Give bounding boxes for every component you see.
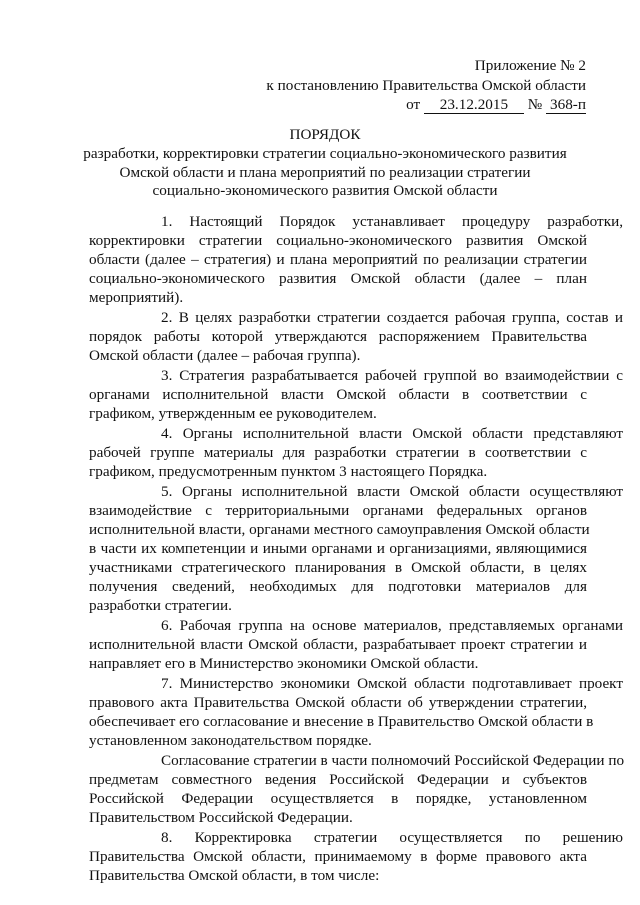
number-prefix: № (527, 96, 543, 113)
paragraph-line: области (далее – стратегия) и плана мероприятий по реализации стратегии (89, 251, 587, 268)
paragraph-line: Правительства Омской области, в том числе: (89, 867, 380, 884)
paragraph-line: направляет его в Министерство экономики Омской области. (89, 655, 479, 672)
paragraph (89, 482, 623, 615)
paragraph (89, 424, 623, 481)
document-body (89, 212, 625, 886)
paragraph-line: 4. Органы исполнительной власти Омской области представляют (161, 425, 623, 442)
paragraph (89, 308, 623, 365)
paragraph-line: Российской Федерации осуществляется в порядке, установленном (89, 790, 587, 807)
paragraph-line: Правительством Российской Федерации. (89, 809, 353, 826)
paragraph-line: порядок работы которой утверждаются распоряжением Правительства (89, 328, 587, 345)
paragraph (89, 366, 623, 423)
paragraph-line: корректировки стратегии социально-экономического развития Омской (89, 232, 587, 249)
appendix-title: Приложение № 2 (474, 57, 586, 74)
paragraph-line: 7. Министерство экономики Омской области подготавливает проект (161, 675, 623, 692)
paragraph-line: 5. Органы исполнительной власти Омской области осуществляют (161, 483, 623, 500)
paragraph-line: правового акта Правительства Омской области об утверждении стратегии, (89, 694, 587, 711)
paragraph-line: графиком, предусмотренным пунктом 3 настоящего Порядка. (89, 463, 488, 480)
paragraph-line: установленном законодательством порядке. (89, 732, 372, 749)
paragraph-line: исполнительной власти, органами местного самоуправления Омской области (89, 521, 590, 538)
paragraph-line: графиком, утвержденным ее руководителем. (89, 405, 377, 422)
paragraph-line: взаимодействие с территориальными органами федеральных органов (89, 502, 587, 519)
paragraph-line: получения сведений, необходимых для подготовки материалов для (89, 578, 587, 595)
paragraph-line: рабочей группе материалы для разработки стратегии в соответствии с (89, 444, 587, 461)
paragraph-line: предметам совместного ведения Российской Федерации и субъектов (89, 771, 587, 788)
paragraph-line: участниками стратегического планирования в Омской области, в целях (89, 559, 587, 576)
resolution-number: 368-п (546, 97, 586, 114)
paragraph-line: исполнительной власти Омской области, разрабатывает проект стратегии и (89, 636, 587, 653)
paragraph-line: разработки стратегии. (89, 597, 232, 614)
title-subtitle-line: разработки, корректировки стратегии социально-экономического развития (83, 145, 567, 162)
paragraph (89, 674, 623, 750)
paragraph-line: 8. Корректировка стратегии осуществляется по решению (161, 829, 623, 846)
paragraph (89, 828, 623, 885)
paragraph-line: социально-экономического развития Омской области (далее – план (89, 270, 587, 287)
paragraph-line: 6. Рабочая группа на основе материалов, представляемых органами (161, 617, 623, 634)
paragraph-line: 2. В целях разработки стратегии создается рабочая группа, состав и (161, 309, 623, 326)
paragraph-line: органами исполнительной власти Омской области в соответствии с (89, 386, 587, 403)
paragraph-line: 1. Настоящий Порядок устанавливает процедуру разработки, (161, 213, 623, 230)
paragraph (89, 751, 625, 827)
paragraph (89, 212, 623, 307)
title-heading: ПОРЯДОК (289, 126, 361, 143)
appendix-date-line (266, 95, 586, 115)
paragraph-line: 3. Стратегия разрабатывается рабочей группой во взаимодействии с (161, 367, 623, 384)
paragraph-line: Согласование стратегии в части полномочий Российской Федерации по (161, 752, 625, 769)
title-subtitle-line: социально-экономического развития Омской области (152, 182, 498, 199)
paragraph-line: в части их компетенции и иными органами и организациями, являющимися (89, 540, 587, 557)
date-prefix: от (406, 96, 421, 113)
appendix-header (266, 56, 586, 115)
appendix-reference: к постановлению Правительства Омской области (266, 76, 586, 94)
paragraph-line: мероприятий). (89, 289, 184, 306)
paragraph-line: Омской области (далее – рабочая группа). (89, 347, 361, 364)
paragraph-line: Правительства Омской области, принимаемому в форме правового акта (89, 848, 587, 865)
document-title (60, 125, 590, 200)
resolution-date: 23.12.2015 (424, 97, 524, 114)
paragraph-line: обеспечивает его согласование и внесение в Правительство Омской области в (89, 713, 594, 730)
title-subtitle-line: Омской области и плана мероприятий по реализации стратегии (119, 163, 531, 181)
paragraph (89, 616, 623, 673)
